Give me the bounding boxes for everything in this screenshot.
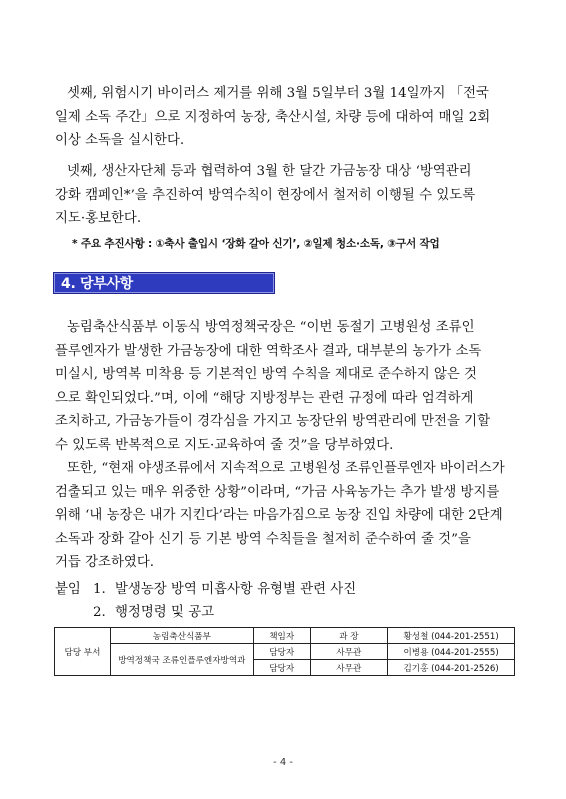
- attachment-text: 행정명령 및 공고: [115, 605, 215, 620]
- text-line: 으로 확인되었다.”며, 이에 “해당 지방정부는 관련 규정에 따라 엄격하게: [55, 390, 474, 406]
- text-line: 플루엔자가 발생한 가금농장에 대한 역학조사 결과, 대부분의 농가가 소독: [55, 343, 482, 359]
- contact-table: [54, 627, 515, 676]
- text-line: 강화 캠페인*’을 추진하여 방역수칙이 현장에서 철저히 이행될 수 있도록: [55, 187, 476, 203]
- attachment-label: 붙임: [55, 582, 81, 597]
- person-cell: 김기홍 (044-201-2526): [388, 660, 515, 676]
- attachment-number: 2.: [93, 605, 106, 620]
- text-line: 미실시, 방역복 미착용 등 기본적인 방역 수칙을 제대로 준수하지 않은 것: [55, 367, 477, 382]
- footnote-key-actions: * 주요 추진사항 : ①축사 출입시 ‘장화 갈아 신기’, ②일제 청소·소독, ③구서 작업: [72, 238, 440, 250]
- text-line: 농림축산식품부 이동식 방역정책국장은 “이번 동절기 고병원성 조류인: [67, 320, 475, 335]
- text-line: 조치하고, 가금농가들이 경각심을 가지고 농장단위 방역관리에 만전을 기할: [55, 414, 491, 429]
- person-cell: 황성철 (044-201-2551): [388, 628, 515, 644]
- title-cell: 사무관: [310, 644, 388, 660]
- text-line: 넷째, 생산자단체 등과 협력하여 3월 한 달간 가금농장 대상 ‘방역관리: [67, 164, 472, 179]
- paragraph-third-measure: [55, 82, 515, 153]
- paragraph-request-emphasis: [55, 457, 515, 575]
- table-row: [55, 644, 515, 660]
- title-cell: 사무관: [310, 660, 388, 676]
- role-cell: 담당자: [253, 644, 310, 660]
- text-line: 소독과 장화 갈아 신기 등 기본 방역 수칙들을 철저히 준수하여 줄 것”을: [55, 531, 471, 547]
- attachment-number: 1.: [93, 582, 106, 597]
- title-cell: 과 장: [310, 628, 388, 644]
- paragraph-request-director: [55, 316, 515, 457]
- text-line: 또한, “현재 야생조류에서 지속적으로 고병원성 조류인플루엔자 바이러스가: [67, 461, 505, 476]
- dept-label-cell: 담당 부서: [55, 628, 111, 676]
- ministry-cell: 농림축산식품부: [110, 628, 253, 644]
- text-line: 셋째, 위험시기 바이러스 제거를 위해 3월 5일부터 3월 14일까지 「전국: [67, 86, 489, 101]
- role-cell: 담당자: [253, 660, 310, 676]
- table-row: [55, 628, 515, 644]
- page-number: - 4 -: [273, 757, 293, 768]
- text-line: 검출되고 있는 매우 위중한 상황”이라며, “가금 사육농가는 추가 발생 방지를: [55, 484, 500, 500]
- role-cell: 책임자: [253, 628, 310, 644]
- text-line: 지도·홍보한다.: [55, 211, 142, 226]
- paragraph-fourth-measure: [55, 160, 515, 231]
- text-line: 위해 ‘내 농장은 내가 지킨다’라는 마음가짐으로 농장 진입 차량에 대한 2단계: [55, 508, 503, 523]
- text-line: 이상 소독을 실시한다.: [55, 133, 185, 148]
- attachment-text: 발생농장 방역 미흡사항 유형별 관련 사진: [115, 582, 357, 597]
- attachment-item: [55, 578, 356, 601]
- text-line: 수 있도록 반복적으로 지도·교육하여 줄 것”을 당부하였다.: [55, 437, 394, 453]
- person-cell: 이병용 (044-201-2555): [388, 644, 515, 660]
- attachment-item: [55, 601, 214, 624]
- division-cell: 방역정책국 조류인플루엔자방역과: [110, 644, 253, 676]
- section-heading: [53, 272, 275, 294]
- section-heading-title: 4. 당부사항: [61, 276, 133, 292]
- text-line: 일제 소독 주간」으로 지정하여 농장, 축산시설, 차량 등에 대하여 매일 2회: [55, 109, 491, 125]
- text-line: 거듭 강조하였다.: [55, 555, 155, 570]
